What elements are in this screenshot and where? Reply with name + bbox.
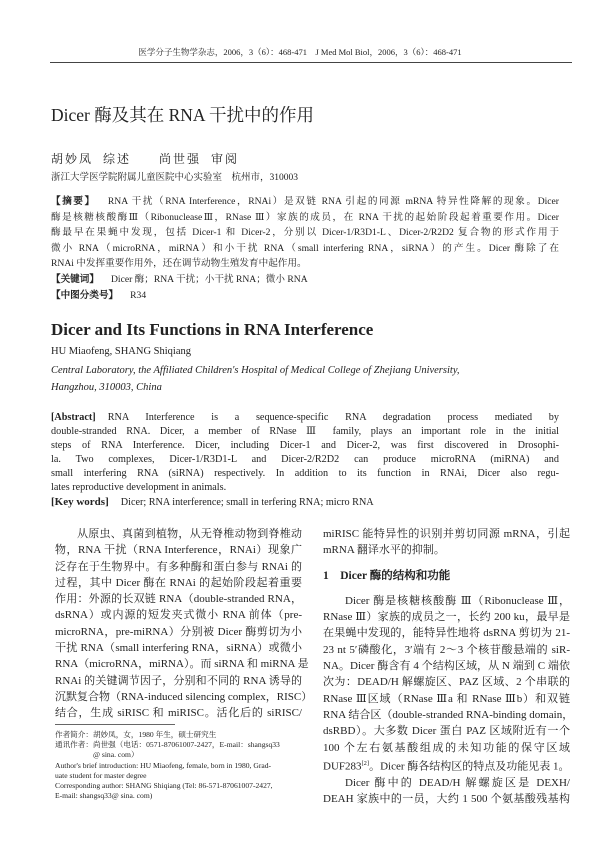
abstract-line: 微小 RNA（microRNA，miRNA）和小干扰 RNA（small interfering RNA，siRNA）的产生。Dicer 酶除了在 bbox=[51, 242, 559, 254]
body-line: miRISC 能特异性的识别并剪切同源 mRNA，引起 bbox=[323, 528, 570, 540]
body-line: 23 nt 5′磷酸化，3′端有 2～3 个核苷酸悬端的 siR- bbox=[323, 643, 570, 656]
body-line: dsRBD）。大多数 Dicer 蛋白 PAZ 区域附近有一个 bbox=[323, 725, 570, 738]
body-line: microRNA，pre-miRNA）分别被 Dicer 酶剪切为小 bbox=[55, 625, 302, 638]
abstract-line: RNAi 中发挥重要作用外，还在调节动物生殖发育中起作用。 bbox=[51, 258, 307, 270]
abstract-label: [Abstract] bbox=[51, 412, 96, 423]
footnote-line: E-mail: shangsq33@ sina. com) bbox=[55, 791, 153, 801]
author-role: 综述 bbox=[103, 152, 132, 166]
body-text: 。Dicer 酶各结构区的特点及功能见表 1。 bbox=[369, 760, 570, 773]
left-column bbox=[55, 526, 313, 722]
body-line: 沉默复合物（RNA-induced silencing complex，RISC） bbox=[55, 690, 313, 703]
footnotes bbox=[55, 730, 302, 801]
abstract-line: double-stranded RNA. Dicer, a member of RNase Ⅲ family, plays an important role in the initial bbox=[51, 426, 559, 437]
body-line: dsRNA）或内源的短发夹式微小 RNA 前体（pre- bbox=[55, 609, 302, 622]
footnote-rule bbox=[55, 724, 175, 725]
body-line: 物，RNA 干扰（RNA Interference，RNAi）现象广 bbox=[55, 544, 302, 557]
header-rule bbox=[50, 62, 572, 63]
keywords-text: Dicer 酶；RNA 干扰；小干扰 RNA；微小 RNA bbox=[110, 273, 308, 285]
body-line: 作用：外源的长双链 RNA（double-stranded RNA， bbox=[55, 593, 302, 606]
body-line: 结合，生成 siRISC 和 miRISC。活化后的 siRISC/ bbox=[55, 707, 302, 720]
keywords-label: 【关键词】 bbox=[51, 273, 99, 285]
classification-code: R34 bbox=[130, 289, 147, 301]
body-line: 次为：DEAD/H 解螺旋区、PAZ 区域、2 个串联的 bbox=[323, 676, 570, 689]
right-column bbox=[323, 526, 574, 807]
footnote-line: @ sina. com） bbox=[55, 750, 139, 760]
classification-label: 【中图分类号】 bbox=[51, 289, 119, 301]
body-line: 在果蝇中发现的，能特异性地将 dsRNA 剪切为 21- bbox=[323, 627, 570, 640]
footnote-line: 作者简介：胡妙凤，女，1980 年生，硕士研究生 bbox=[55, 730, 217, 739]
body-line: 100 个左右氨基酸组成的未知功能的保守区域 bbox=[323, 741, 570, 754]
abstract-line: lates reproductive development in animals. bbox=[51, 482, 227, 493]
body-line: mRNA 翻译水平的抑制。 bbox=[323, 544, 445, 557]
body-line: 过程，其中 Dicer 酶在 RNAi 的起始阶段起着重要 bbox=[55, 576, 302, 589]
body-line: RNA 结合区（double-stranded RNA-binding domain， bbox=[323, 708, 574, 721]
footnote-line: 通讯作者：尚世强（电话：0571-87061007-2427，E-mail：shangsq33 bbox=[55, 740, 280, 750]
body-line: DEAH 家族中的一员，大约 1 500 个氨基酸残基构 bbox=[323, 793, 570, 806]
footnote-line: Corresponding author: SHANG Shiqiang (Tel: 86-571-87061007-2427, bbox=[55, 781, 273, 791]
abstract-line: la. Two complexes, Dicer-1/R3D1-L and Dicer-2/R2D2 can produce microRNA (miRNA) and bbox=[51, 454, 559, 465]
author-name: 胡妙凤 bbox=[51, 152, 94, 166]
chinese-affiliation: 浙江大学医学院附属儿童医院中心实验室 杭州市，310003 bbox=[51, 173, 299, 183]
english-authors: HU Miaofeng, SHANG Shiqiang bbox=[51, 346, 191, 357]
keywords-text: Dicer; RNA interference; small in terfering RNA; micro RNA bbox=[120, 497, 374, 508]
abstract-line: steps of RNA Interference. Dicer, including Dicer-1 and Dicer-2, was first discovered in Drosophi- bbox=[51, 440, 559, 451]
body-line: RNAi 的关键调节因子，分别和不同的 RNA 诱导的 bbox=[55, 674, 302, 687]
footnote-line: Author's brief introduction: HU Miaofeng, female, born in 1980, Grad- bbox=[55, 760, 272, 770]
chinese-classification bbox=[51, 288, 559, 304]
keywords-label: [Key words] bbox=[51, 496, 109, 508]
body-line: RNase Ⅲ区域（RNase Ⅲa 和 RNase Ⅲb）和双链 bbox=[323, 692, 570, 705]
english-keywords bbox=[51, 496, 374, 508]
chinese-authors bbox=[51, 150, 249, 167]
author-role: 审阅 bbox=[211, 152, 240, 166]
body-line: 干扰 RNA（small interfering RNA，siRNA）或微小 bbox=[55, 642, 302, 655]
english-affiliation bbox=[51, 362, 460, 396]
body-text: DUF283 bbox=[323, 760, 362, 773]
affiliation-line: Central Laboratory, the Affiliated Children's Hospital of Medical College of Zhejiang University, bbox=[51, 365, 460, 376]
author-name: 尚世强 bbox=[159, 152, 202, 166]
abstract-line: 酶最早在果蝇中发现，包括 Dicer-1 和 Dicer-2，分别以 Dicer-1/R3D1-L、Dicer-2/R2D2 复合物的形式作用于 bbox=[51, 227, 559, 239]
footnote-line: uate student for master degree bbox=[55, 770, 147, 780]
body-line bbox=[323, 756, 570, 775]
abstract-line: 酶是核糖核酸酶Ⅲ（RibonucleaseⅢ，RNase Ⅲ）家族的成员，在 RNA 干扰的起始阶段起着重要作用。Dicer bbox=[51, 211, 559, 223]
abstract-text: RNA 干扰（RNA Interference，RNAi）是双链 RNA 引起的同源 mRNA 特异性降解的现象。Dicer bbox=[107, 196, 559, 207]
body-line: 从原虫、真菌到植物，从无脊椎动物到脊椎动 bbox=[77, 528, 302, 540]
body-line: 泛存在于生物界中。有多种酶和蛋白参与 RNAi 的 bbox=[55, 560, 302, 573]
section-heading: 1 Dicer 酶的结构和功能 bbox=[323, 569, 451, 582]
chinese-abstract-lines bbox=[51, 194, 559, 272]
english-abstract bbox=[51, 411, 559, 495]
abstract-text: RNA Interference is a sequence-specific RNA degradation process mediated by bbox=[107, 412, 559, 423]
citation-reference: [2] bbox=[361, 759, 370, 767]
body-line: RNA（microRNA，miRNA）。而 siRNA 和 miRNA 是 bbox=[55, 658, 309, 671]
body-line: RNase Ⅲ）家族的成员之一，长约 200 ku，最早是 bbox=[323, 611, 570, 624]
body-line: Dicer 酶中的 DEAD/H 解螺旋区是 DEXH/ bbox=[345, 776, 570, 789]
abstract-line: small interfering RNA (siRNA) respectively. In addition to its function in RNAi, Dicer also regu- bbox=[51, 468, 559, 479]
abstract-line bbox=[51, 411, 559, 425]
abstract-label: 【摘要】 bbox=[51, 196, 96, 207]
chinese-keywords bbox=[51, 272, 559, 288]
body-line: NA。Dicer 酶含有 4 个结构区域，从 N 端到 C 端依 bbox=[323, 660, 570, 673]
chinese-title: Dicer 酶及其在 RNA 干扰中的作用 bbox=[51, 105, 314, 125]
affiliation-line: Hangzhou, 310003, China bbox=[51, 382, 162, 393]
running-header: 医学分子生物学杂志，2006，3（6）：468-471 J Med Mol Biol，2006，3（6）：468-471 bbox=[138, 47, 462, 57]
abstract-line bbox=[51, 194, 559, 210]
english-title: Dicer and Its Functions in RNA Interference bbox=[51, 320, 374, 339]
body-line: Dicer 酶是核糖核酸酶 Ⅲ（Ribonuclease Ⅲ， bbox=[345, 594, 570, 607]
chinese-abstract bbox=[51, 194, 559, 303]
